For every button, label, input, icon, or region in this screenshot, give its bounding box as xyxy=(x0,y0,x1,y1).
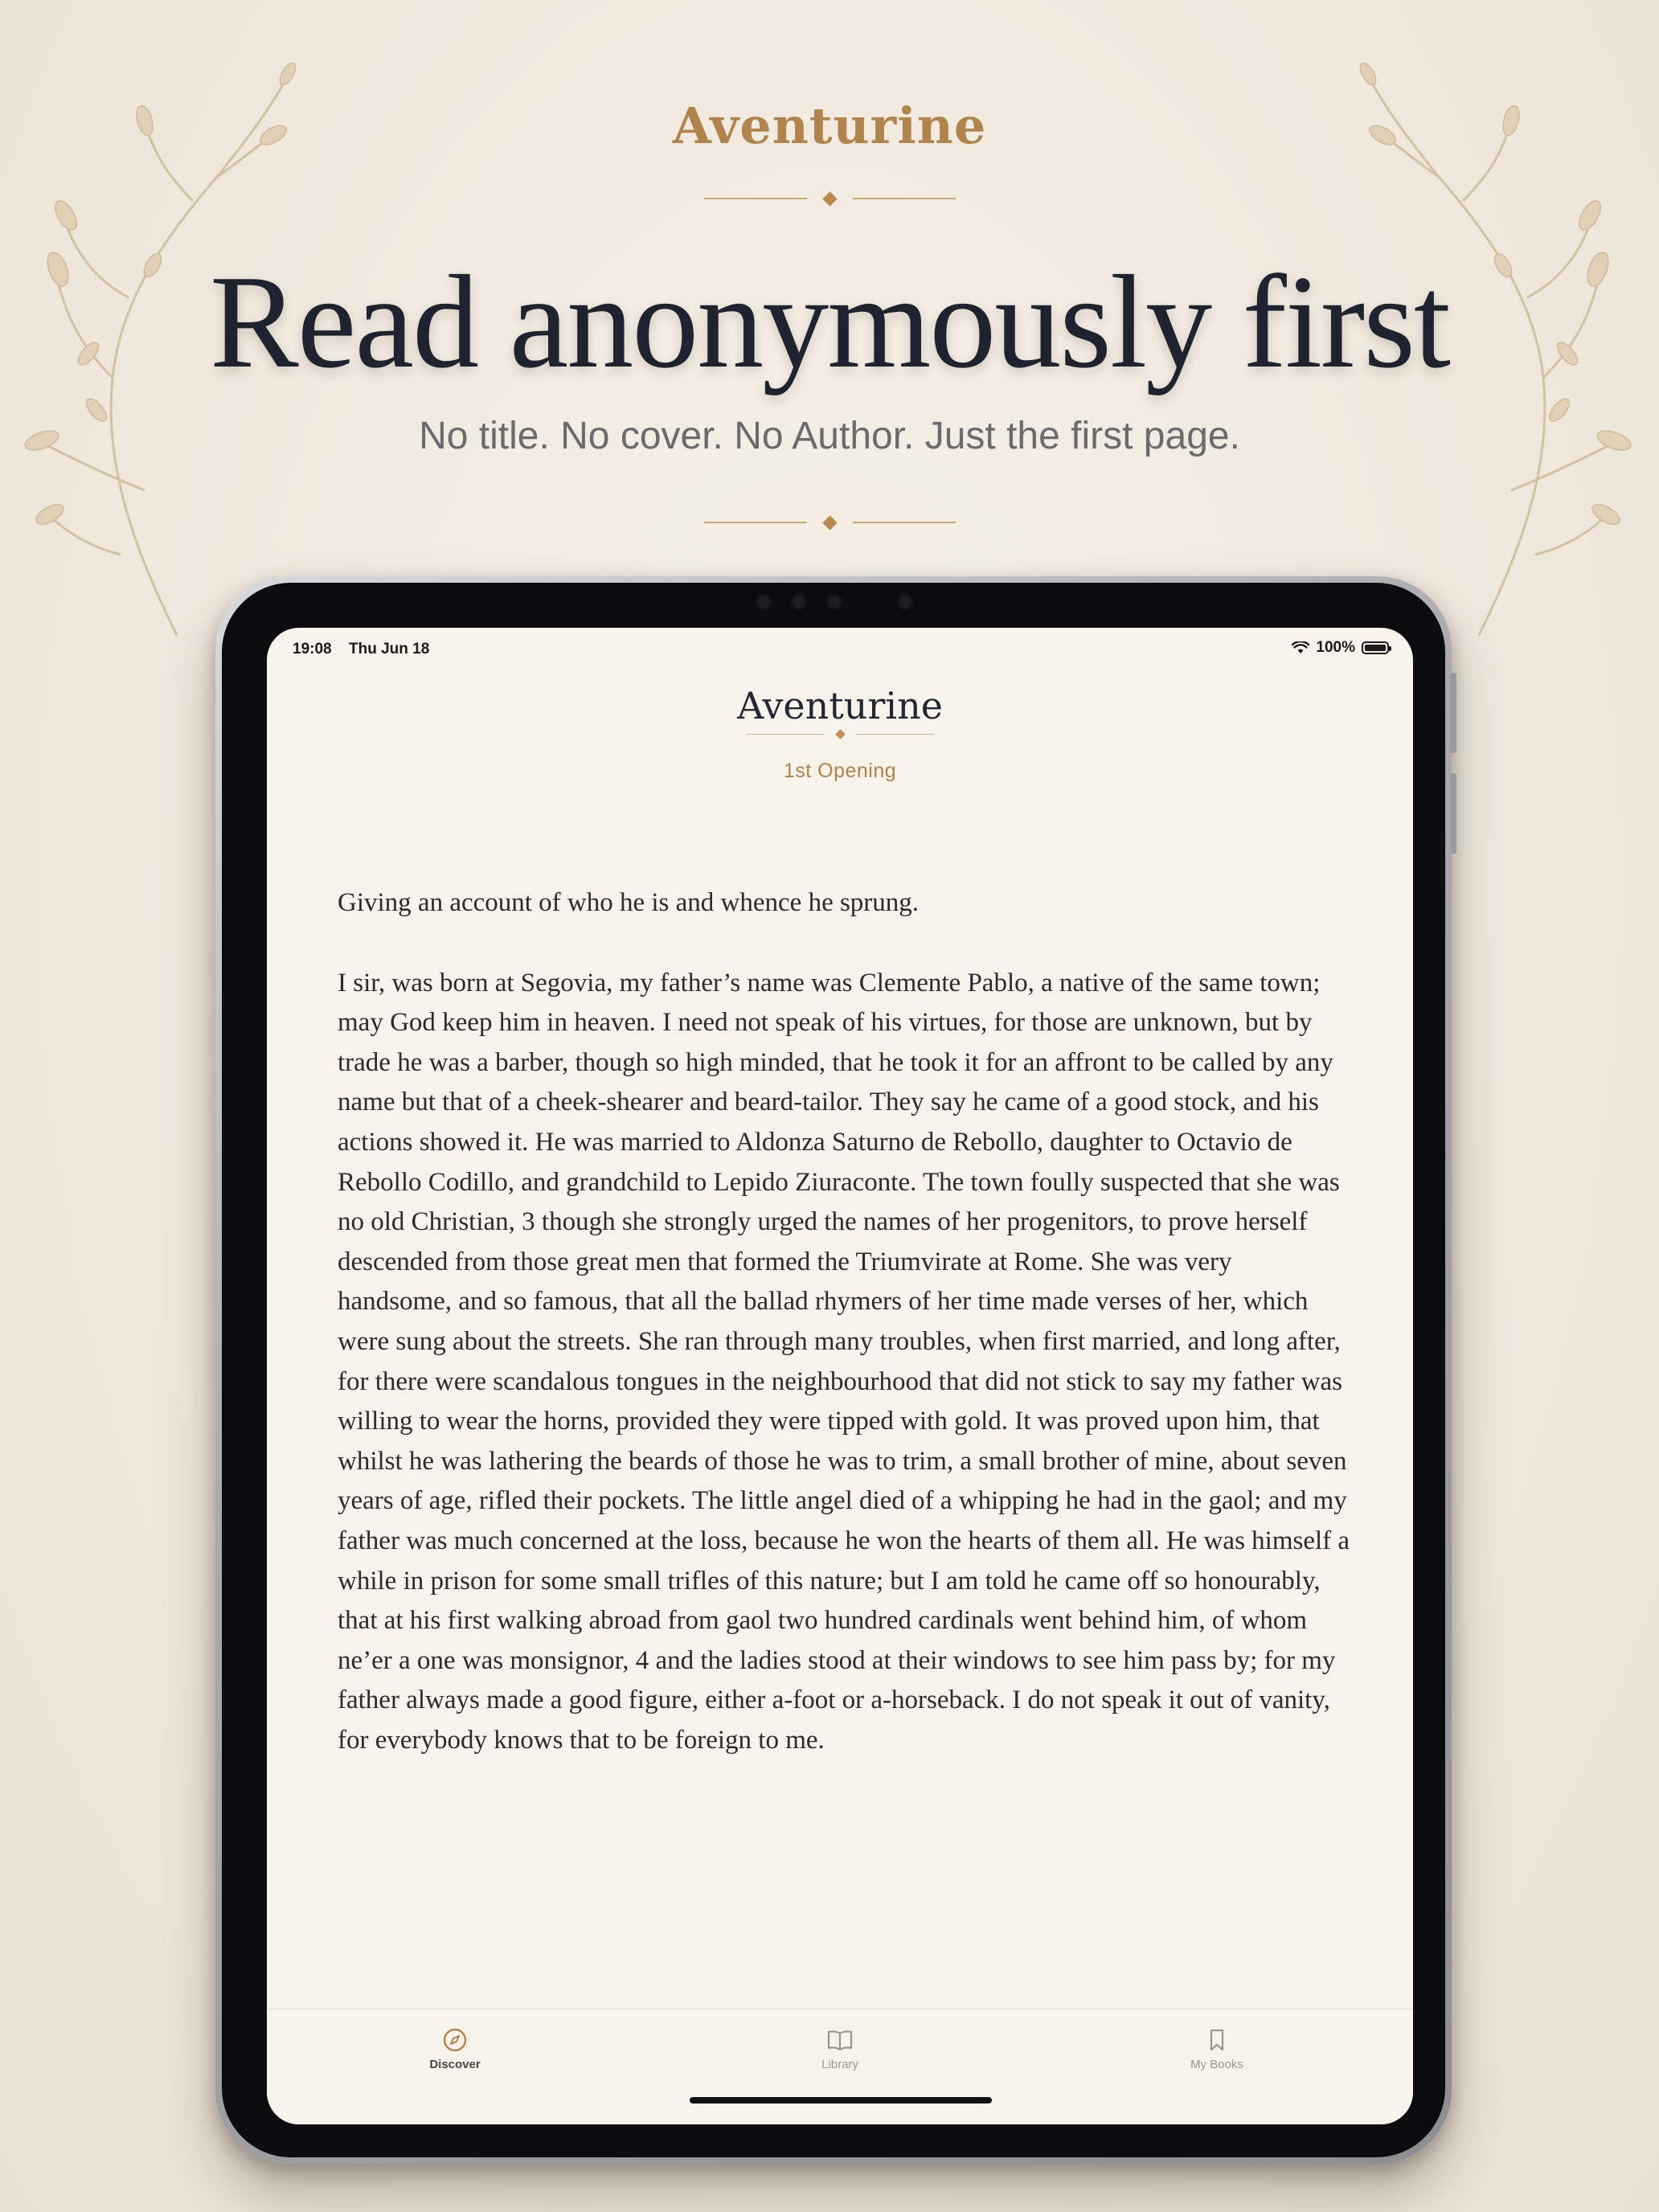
headline: Read anonymously first xyxy=(210,248,1449,395)
status-date: Thu Jun 18 xyxy=(349,641,430,657)
battery-icon xyxy=(1362,641,1389,654)
bottom-ornament-divider xyxy=(0,510,1659,535)
chapter-intro: Giving an account of who he is and whence he sprung. xyxy=(338,888,920,917)
bookmark-icon xyxy=(1206,2027,1228,2053)
tab-library[interactable] xyxy=(760,2027,920,2071)
sensor-dot xyxy=(791,594,807,610)
app-screen xyxy=(267,628,1413,2124)
tab-library-label: Library xyxy=(821,2058,858,2071)
book-icon xyxy=(826,2027,854,2053)
front-camera-icon xyxy=(826,594,842,610)
brand-wordmark: Aventurine xyxy=(672,96,987,155)
chapter-body: I sir, was born at Segovia, my father’s name was Clemente Pablo, a native of the same town; may God keep him in heaven. I need not speak of his virtues, for those are unknown, but by trade he was a barber, though so high minded, that he took it for an affront to be called by any name but that of a cheek-shearer and beard-tailor. They say he came of a good stock, and his actions showed it. He was married to Aldonza Saturno de Rebollo, daughter to Octavio de Rebollo Codillo, and grandchild to Lepido Ziuraconte. The town foully suspected that she was no old Christian, 3 though she strongly urged the names of her progenitors, to prove herself descended from those great men that formed the Triumvirate at Rome. She was very handsome, and so famous, that all the ballad rhymers of her time made verses of her, which were sung about the streets. She ran through many troubles, when first married, and long after, for there were scandalous tongues in the neighbourhood that did not stick to say my father was willing to wear the horns, provided they were tipped with gold. It was proved upon him, that whilst he was lathering the beards of those he was to trim, a small brother of mine, about seven years of age, rifled their pockets. The little angel died of a whipping he had in the gaol; and my father was much concerned at the loss, because he won the hearts of them all. He was himself a while in prison for some small trifles of this nature; but I am told he came off so honourably, that at his first walking abroad from gaol two hundred cardinals went behind him, of whom ne’er a one was monsignor, 4 and the ladies stood at their windows to see him pass by; for my father always made a good figure, either a-foot or a-horseback. I do not speak it out of vanity, for everybody knows that to be foreign to me. xyxy=(338,968,1350,1755)
tablet-device-frame xyxy=(215,576,1452,2164)
tab-my-books-label: My Books xyxy=(1190,2058,1243,2071)
app-title-divider xyxy=(267,731,1413,738)
status-right-cluster xyxy=(1292,639,1389,657)
status-time: 19:08 xyxy=(293,641,332,657)
tab-discover[interactable] xyxy=(375,2027,535,2071)
sensor-dot xyxy=(897,594,913,610)
subheadline: No title. No cover. No Author. Just the first page. xyxy=(419,415,1240,457)
device-bezel xyxy=(222,583,1445,2157)
tab-my-books[interactable] xyxy=(1137,2027,1297,2071)
volume-down-button xyxy=(1450,773,1456,854)
reading-text xyxy=(338,883,1352,1800)
tab-bar xyxy=(267,2009,1413,2124)
app-title: Aventurine xyxy=(737,684,943,727)
compass-icon xyxy=(442,2027,468,2053)
status-bar xyxy=(267,628,1413,676)
tab-discover-label: Discover xyxy=(429,2058,481,2071)
battery-percentage: 100% xyxy=(1316,639,1355,656)
opening-label: 1st Opening xyxy=(783,760,897,782)
wifi-icon xyxy=(1292,641,1309,654)
sensor-dot xyxy=(756,594,772,610)
top-ornament-divider xyxy=(0,186,1659,211)
home-indicator[interactable] xyxy=(690,2097,992,2103)
volume-up-button xyxy=(1450,673,1456,753)
